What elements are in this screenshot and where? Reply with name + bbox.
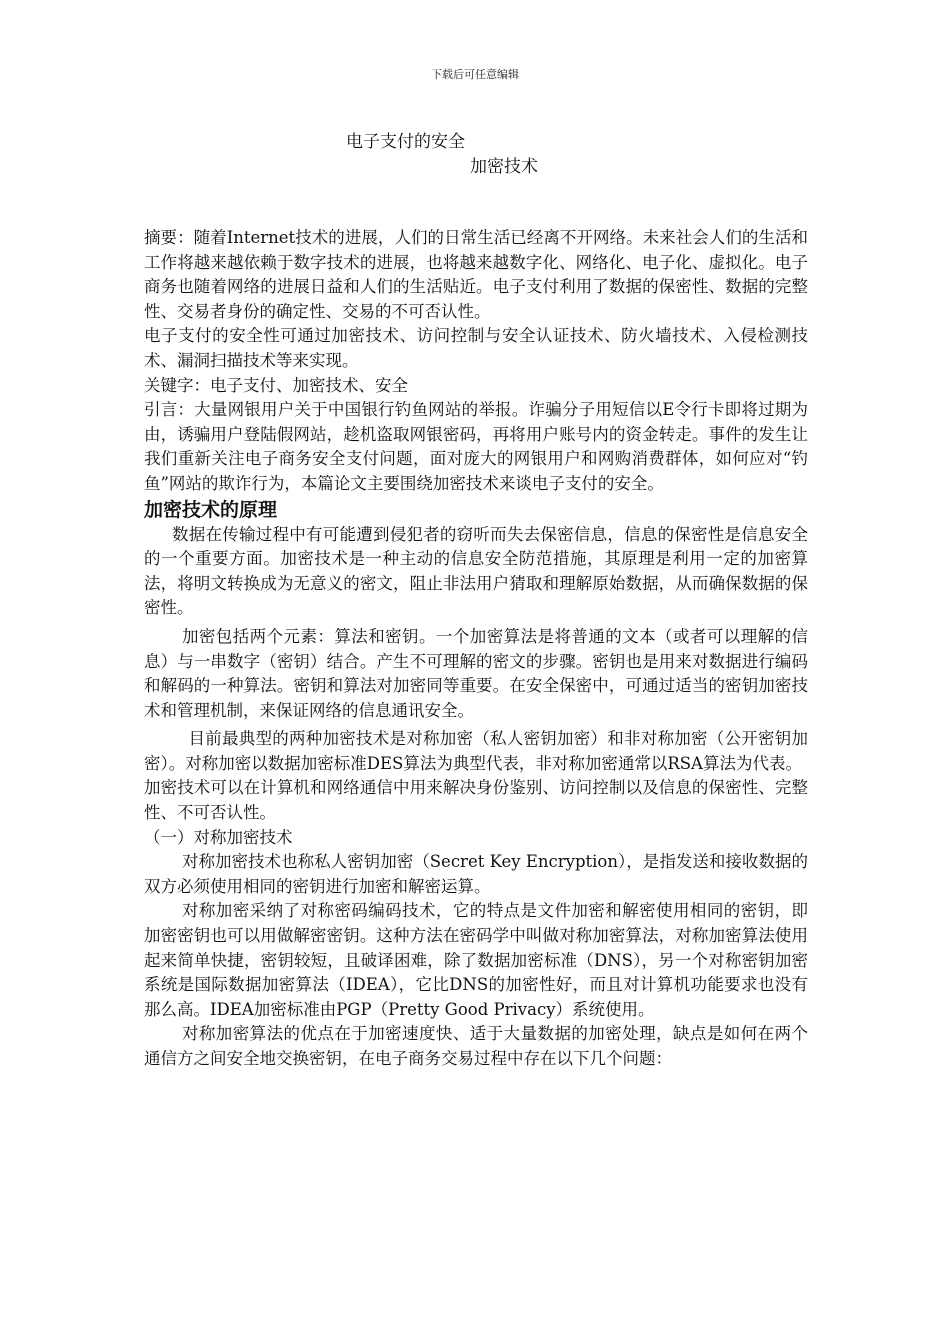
abstract-paragraph-2: 电子支付的安全性可通过加密技术、访问控制与安全认证技术、防火墙技术、入侵检测技术、漏洞扫描技术等来实现。 bbox=[144, 326, 808, 370]
document-body bbox=[144, 226, 808, 1072]
body-paragraph: 加密包括两个元素：算法和密钥。一个加密算法是将普通的文本（或者可以理解的信息）与一串数字（密钥）结合。产生不可理解的密文的步骤。密钥也是用来对数据进行编码和解码的一种算法。密钥和算法对加密同等重要。在安全保密中，可通过适当的密钥加密技术和管理机制，来保证网络的信息通讯安全。 bbox=[144, 626, 808, 720]
document-title: 电子支付的安全 bbox=[346, 132, 465, 152]
body-paragraph: 加密技术可以在计算机和网络通信中用来解决身份鉴别、访问控制以及信息的保密性、完整性、不可否认性。 bbox=[144, 778, 808, 823]
subsection-heading: （一）对称加密技术 bbox=[144, 827, 293, 847]
abstract-paragraph: 摘要：随着Internet技术的进展，人们的日常生活已经离不开网络。未来社会人们的生活和工作将越来越依赖于数字技术的进展，也将越来越数字化、网络化、电子化、虚拟化。电子商务也随着网络的进展日益和人们的生活贴近。电子支付利用了数据的保密性、数据的完整性、交易者身份的确定性、交易的不可否认性。 bbox=[144, 228, 808, 321]
keywords: 关键字：电子支付、加密技术、安全 bbox=[144, 375, 408, 395]
document-subtitle: 加密技术 bbox=[470, 157, 538, 177]
body-paragraph: 对称加密技术也称私人密钥加密（Secret Key Encryption），是指发送和接收数据的双方必须使用相同的密钥进行加密和解密运算。 bbox=[144, 852, 808, 896]
body-paragraph: 对称加密算法的优点在于加密速度快、适于大量数据的加密处理，缺点是如何在两个通信方之间安全地交换密钥，在电子商务交易过程中存在以下几个问题： bbox=[144, 1024, 808, 1068]
page-header-note: 下载后可任意编辑 bbox=[431, 68, 519, 81]
body-paragraph: 数据在传输过程中有可能遭到侵犯者的窃听而失去保密信息，信息的保密性是信息安全的一个重要方面。加密技术是一种主动的信息安全防范措施，其原理是利用一定的加密算法，将明文转换成为无意义的密文，阻止非法用户猜取和理解原始数据，从而确保数据的保密性。 bbox=[144, 524, 808, 618]
body-paragraph: 对称加密采纳了对称密码编码技术，它的特点是文件加密和解密使用相同的密钥，即加密密钥也可以用做解密密钥。这种方法在密码学中叫做对称加密算法，对称加密算法使用起来简单快捷，密钥较短，且破译困难，除了数据加密标准（DNS），另一个对称密钥加密系统是国际数据加密算法（IDEA），它比DNS的加密性好，而且对计算机功能要求也没有那么高。IDEA加密标准由PGP（Pretty Good Privacy）系统使用。 bbox=[144, 901, 808, 1019]
body-paragraph: 目前最典型的两种加密技术是对称加密（私人密钥加密）和非对称加密（公开密钥加密）。对称加密以数据加密标准DES算法为典型代表，非对称加密通常以RSA算法为代表。 bbox=[144, 729, 808, 773]
section-heading: 加密技术的原理 bbox=[144, 498, 278, 521]
introduction-paragraph: 引言：大量网银用户关于中国银行钓鱼网站的举报。诈骗分子用短信以E令行卡即将过期为由，诱骗用户登陆假网站，趁机盗取网银密码，再将用户账号内的资金转走。事件的发生让我们重新关注电子商务安全支付问题，面对庞大的网银用户和网购消费群体，如何应对“钓鱼”网站的欺诈行为，本篇论文主要围绕加密技术来谈电子支付的安全。 bbox=[144, 400, 808, 493]
